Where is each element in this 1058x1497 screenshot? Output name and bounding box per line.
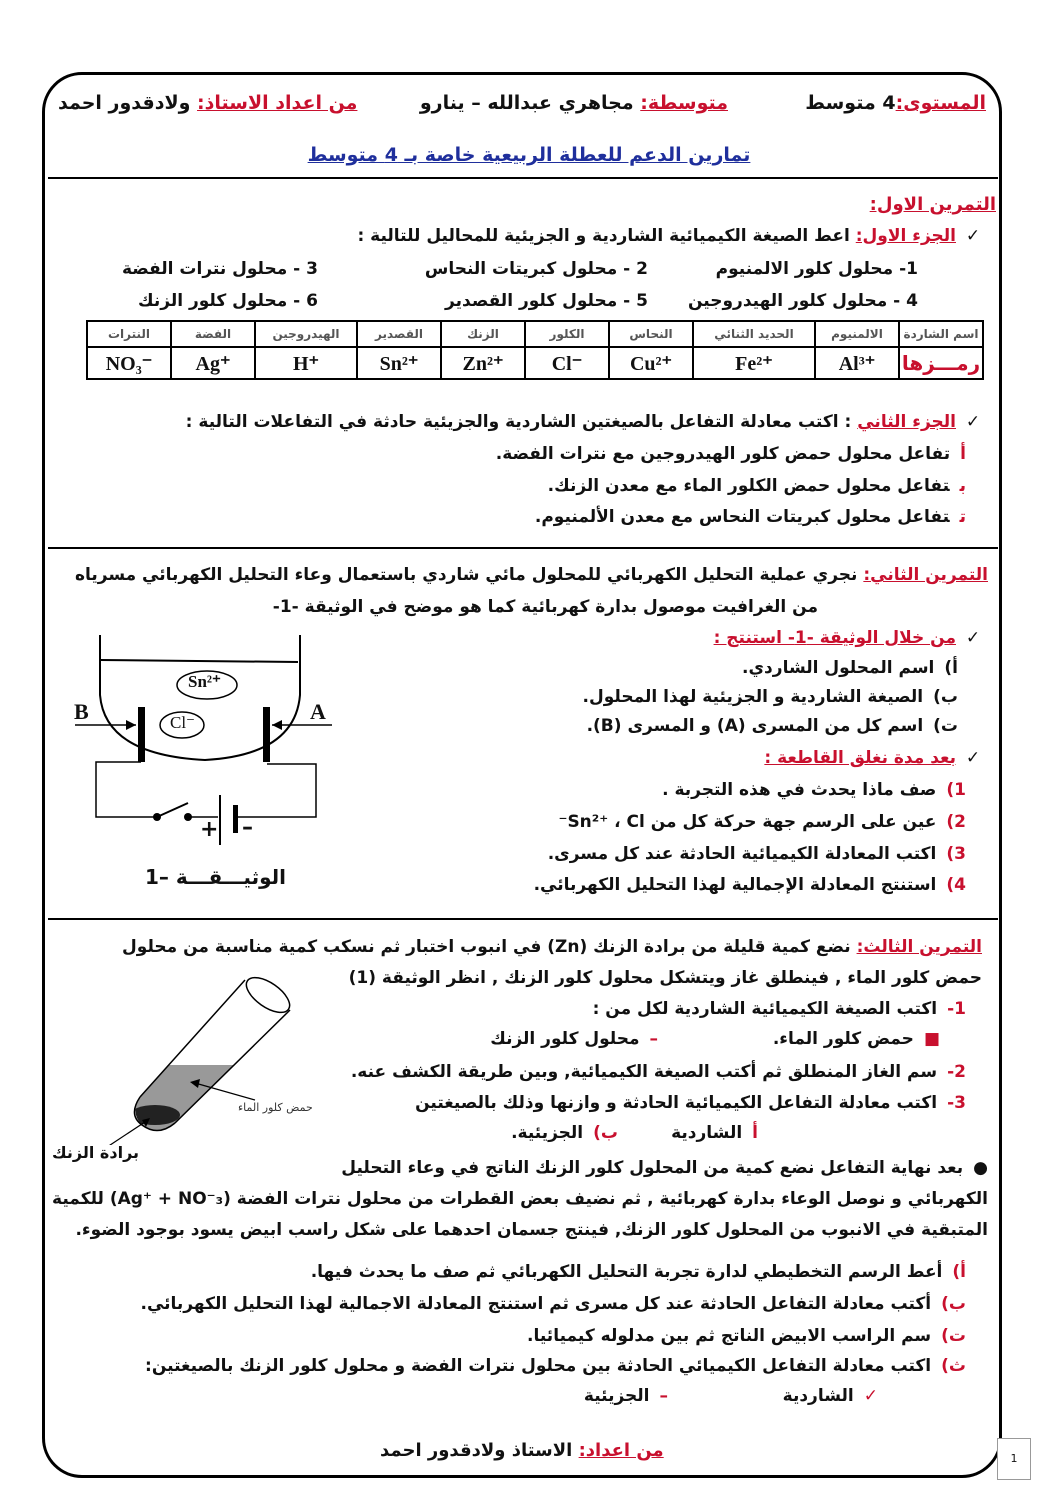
ex1-part2 xyxy=(186,412,982,432)
ex3-bullet-line-3: المتبقية في الانبوب من المحلول كلور الزنك, فينتج جسمان احدهما على شكل راسب ابيض يسود بوجود الضوء. xyxy=(75,1220,988,1240)
ions-table xyxy=(86,320,984,380)
ion-name-cell: القصدير xyxy=(357,321,441,347)
ion-name-cell: الحديد الثنائي xyxy=(693,321,815,347)
deduce-item-b: ب)الصيغة الشاردية و الجزيئية لهذا المحلول. xyxy=(582,687,958,707)
ion-name-cell: الالمنيوم xyxy=(815,321,899,347)
ion-symbol-cell: Cu²⁺ xyxy=(609,347,693,379)
solution-3: 3 - محلول نترات الفضة xyxy=(121,259,318,279)
zinc-label: برادة الزنك xyxy=(52,1143,140,1162)
ion-name-cell: النترات xyxy=(87,321,171,347)
dash-bullet-icon: – xyxy=(659,1386,668,1406)
after-item-3: 3)اكتب المعادلة الكيميائية الحادثة عند كل مسرى. xyxy=(547,844,966,864)
divider xyxy=(48,177,998,179)
after-item-4: 4)استنتج المعادلة الإجمالية لهذا التحليل الكهربائي. xyxy=(533,875,966,895)
ion-symbol-cell: Sn²⁺ xyxy=(357,347,441,379)
ex3-intro-2: حمض كلور الماء , فينطلق غاز ويتشكل محلول كلور الزنك , انظر الوثيقة (1) xyxy=(348,968,982,988)
school-label: متوسطة: xyxy=(640,92,728,114)
author-label: من اعداد الاستاذ: xyxy=(197,92,358,114)
footer-value: الاستاذ ولادقدور احمد xyxy=(380,1440,573,1461)
ion-symbol-cell: رمـــزها xyxy=(899,347,983,379)
ex3-sub-b: ب)أكتب معادلة التفاعل الحادثة عند كل مسرى ثم استنتج المعادلة الاجمالية لهذا التحليل الكهربائي. xyxy=(140,1294,966,1314)
ion-name-cell: اسم الشاردة xyxy=(899,321,983,347)
ex2-intro: التمرين الثاني: نجري عملية التحليل الكهربائي للمحلول مائي شاردي باستعمال وعاء التحليل الكهربائي مسرياه xyxy=(74,565,988,585)
ex3-q1-opt-1: ■حمض كلور الماء. xyxy=(772,1029,940,1049)
ex3-q3-opt-a: أالشاردية xyxy=(671,1123,758,1143)
electrode-b-label: B xyxy=(74,699,89,724)
divider xyxy=(48,547,998,549)
acid-label: حمض كلور الماء xyxy=(238,1101,313,1114)
ex3-q3: 3-اكتب معادلة التفاعل الكيميائية الحادثة و وازنها وذلك بالصيغتين xyxy=(415,1093,966,1113)
ion-symbol-cell: Cl⁻ xyxy=(525,347,609,379)
ion-symbol-cell: Al³⁺ xyxy=(815,347,899,379)
ex3-q3-opt-b: ب)الجزيئية. xyxy=(511,1123,618,1143)
after-item-1: 1)صف ماذا يحدث في هذه التجربة . xyxy=(662,780,966,800)
author-value: ولادقدور احمد xyxy=(58,92,191,114)
ion-name-cell: الفضة xyxy=(171,321,255,347)
ion-name-cell: الكلور xyxy=(525,321,609,347)
test-tube-diagram xyxy=(50,975,340,1145)
ion-name-cell: الهيدروجين xyxy=(255,321,357,347)
check-icon: ✓ xyxy=(965,412,981,432)
ex3-q1: 1-اكتب الصيغة الكيميائية الشاردية لكل من : xyxy=(592,999,966,1019)
ex3-bullet-paragraph: ●بعد نهاية التفاعل نضع كمية من المحلول كلور الزنك الناتج في وعاء التحليل xyxy=(341,1158,988,1178)
square-bullet-icon: ■ xyxy=(923,1029,940,1049)
divider xyxy=(48,918,998,920)
check-icon: ✓ xyxy=(965,226,981,246)
reaction-a: أتفاعل محلول حمض كلور الهيدروجين مع نترات الفضة. xyxy=(495,444,966,464)
ion-symbol-cell: Fe²⁺ xyxy=(693,347,815,379)
ex3-final-opt-1: ✓الشاردية xyxy=(782,1386,878,1406)
solution-2: 2 - محلول كبريتات النحاس xyxy=(424,259,648,279)
ion-symbol-cell: NO₃⁻ xyxy=(87,347,171,379)
level-label: المستوى: xyxy=(895,92,986,114)
level-value: 4 متوسط xyxy=(805,92,896,114)
ex3-sub-d: ث)اكتب معادلة التفاعل الكيميائي الحادثة بين محلول نترات الفضة و محلول كلور الزنك بالصيغتين: xyxy=(145,1356,966,1376)
ion-name-cell: الزنك xyxy=(441,321,525,347)
reaction-b: بتفاعل محلول حمض الكلور الماء مع معدن الزنك. xyxy=(547,476,966,496)
ex1-part1 xyxy=(357,226,982,246)
solution-6: 6 - محلول كلور الزنك xyxy=(138,291,318,311)
page-title: تمارين الدعم للعطلة الربيعية خاصة بـ 4 متوسط xyxy=(307,144,751,166)
deduce-label: ✓من خلال الوثيقة -1- استنتج : xyxy=(713,628,981,648)
level-line xyxy=(805,92,986,114)
electrode-a-label: A xyxy=(310,699,326,724)
ex3-title: التمرين الثالث: xyxy=(856,937,982,957)
check-icon: ✓ xyxy=(965,628,981,648)
ion-name-cell: النحاس xyxy=(609,321,693,347)
ex3-bullet-line-2: الكهربائي و نوصل الوعاء بدارة كهربائية , ثم نضيف بعض القطرات من محلول نترات الفضة (Ag⁺ + NO⁻₃) للكمية xyxy=(52,1189,988,1209)
ex3-intro: التمرين الثالث: نضع كمية قليلة من برادة الزنك (Zn) في انبوب اختبار ثم نسكب كمية مناسبة من محلول xyxy=(122,937,982,957)
ion-symbols-row xyxy=(87,347,983,379)
ex2-title: التمرين الثاني: xyxy=(863,565,988,585)
battery-minus: – xyxy=(242,815,253,840)
ion-symbol-cell: Ag⁺ xyxy=(171,347,255,379)
ex3-sub-a: أ)أعط الرسم التخطيطي لدارة تجربة التحليل الكهربائي ثم صف ما يحدث فيها. xyxy=(310,1262,966,1282)
ex3-q1-opt-2: –محلول كلور الزنك xyxy=(490,1029,658,1049)
page-number: 1 xyxy=(997,1438,1031,1480)
after-label: ✓بعد مدة نغلق القاطعة : xyxy=(764,748,981,768)
electrolysis-figure xyxy=(60,625,360,900)
check-icon: ✓ xyxy=(965,748,981,768)
ion-symbol-cell: H⁺ xyxy=(255,347,357,379)
solution-4: 4 - محلول كلور الهيدروجين xyxy=(687,291,918,311)
part2-text: : اكتب معادلة التفاعل بالصيغتين الشاردية والجزيئية حادثة في التفاعلات التالية : xyxy=(185,412,852,432)
dash-bullet-icon: – xyxy=(649,1029,658,1049)
figure-1-caption: الوثيـــقـــة –1 xyxy=(145,865,287,889)
reaction-c: تتفاعل محلول كبريتات النحاس مع معدن الألمنيوم. xyxy=(534,507,966,527)
ex1-title: التمرين الاول: xyxy=(869,194,996,215)
deduce-item-a: أ)اسم المحلول الشاردي. xyxy=(742,658,958,678)
ion-sn-label: Sn²⁺ xyxy=(188,672,221,691)
after-item-2: 2)عين على الرسم جهة حركة كل من Sn²⁺ ، Cl⁻ xyxy=(558,812,966,832)
author-line xyxy=(58,92,357,114)
bullet-icon: ● xyxy=(973,1158,988,1178)
part2-label: الجزء الثاني xyxy=(857,412,956,432)
part1-text: اعط الصيغة الكيميائية الشاردية و الجزيئية للمحاليل للتالية : xyxy=(357,226,850,246)
solution-5: 5 - محلول كلور القصدير xyxy=(445,291,648,311)
check-icon: ✓ xyxy=(863,1386,878,1406)
footer-label: من اعداد: xyxy=(578,1440,664,1461)
part1-label: الجزء الاول: xyxy=(855,226,956,246)
ion-names-row xyxy=(87,321,983,347)
ex3-sub-c: ت)سم الراسب الابيض الناتج ثم بين مدلوله كيميائيا. xyxy=(527,1326,966,1346)
solution-1: 1- محلول كلور الالمنيوم xyxy=(715,259,918,279)
school-value: مجاهري عبدالله – ينارو xyxy=(419,92,634,114)
deduce-item-c: ت)اسم كل من المسرى (A) و المسرى (B). xyxy=(586,716,958,736)
test-tube-figure xyxy=(50,975,340,1170)
school-line xyxy=(420,92,728,114)
ex3-q2: 2-سم الغاز المنطلق ثم أكتب الصيغة الكيميائية, وبين طريقة الكشف عنه. xyxy=(350,1062,966,1082)
ex3-final-opt-2: –الجزيئية xyxy=(583,1386,668,1406)
ion-symbol-cell: Zn²⁺ xyxy=(441,347,525,379)
ion-cl-label: Cl⁻ xyxy=(170,713,196,732)
footer xyxy=(380,1440,664,1461)
ex2-intro-2: من الغرافيت موصول بدارة كهربائية كما هو موضح في الوثيقة -1- xyxy=(272,597,818,617)
battery-plus: + xyxy=(200,817,219,842)
